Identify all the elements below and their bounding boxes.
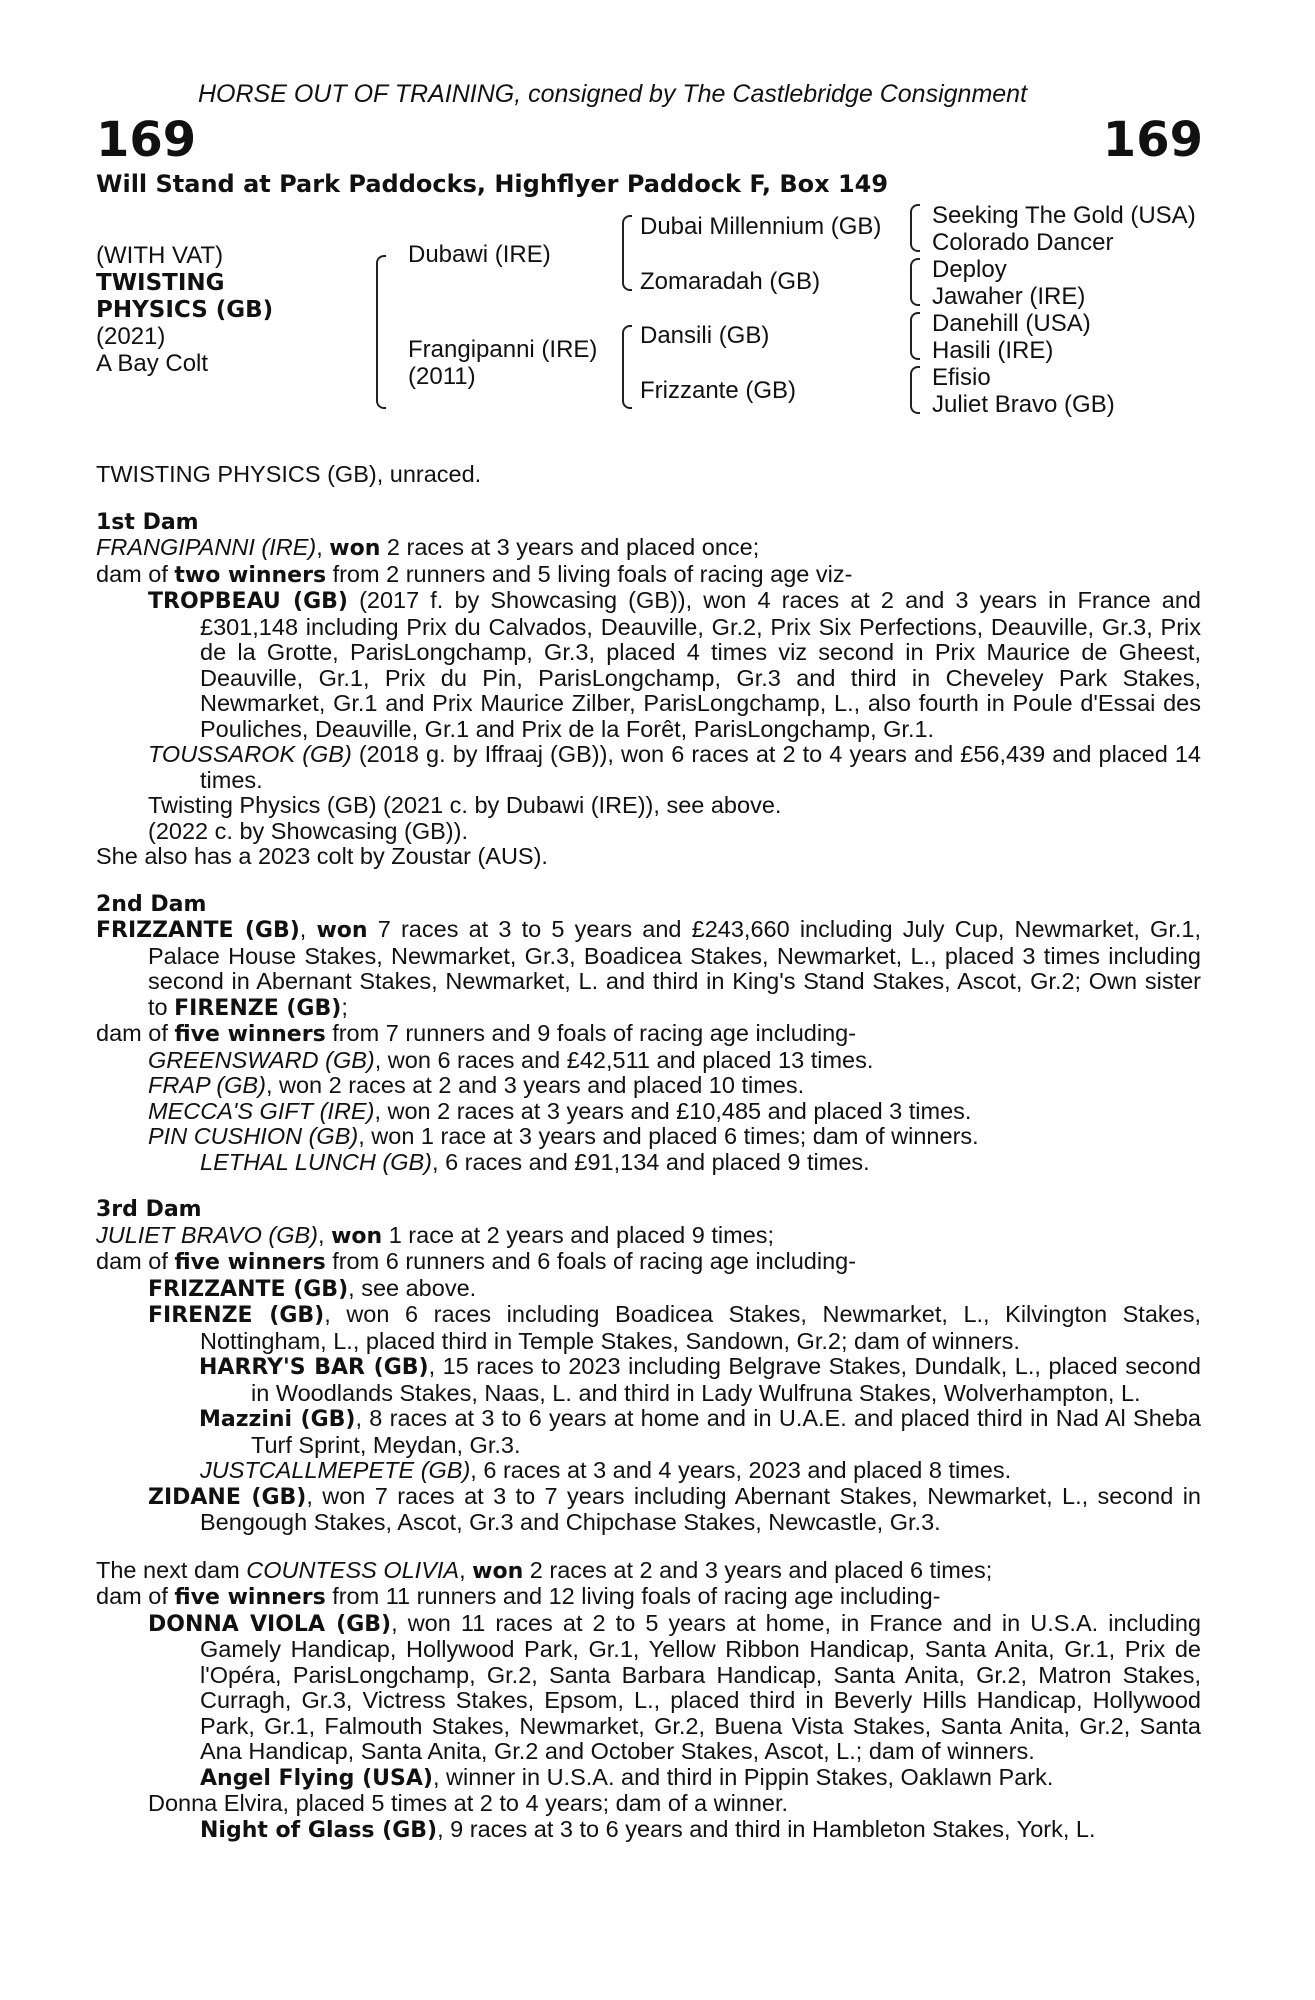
third-dam-produce: dam of five winners from 6 runners and 6 foals of racing age including- [96,1248,857,1275]
dsd: Hasili (IRE) [932,337,1054,364]
brace-sire [622,215,632,291]
sire: Dubawi (IRE) [408,241,551,268]
second-dam-produce: dam of five winners from 7 runners and 9 foals of racing age including- [96,1020,857,1047]
brace-ds [910,312,920,360]
horse-description: A Bay Colt [96,350,209,377]
second-dam-heading: 2nd Dam [96,891,207,917]
lot-number-right: 169 [1102,112,1203,168]
mazzini-entry: Mazzini (GB), 8 races at 3 to 6 years at home and in U.A.E. and placed third in Nad Al Sheba Turf Sprint, Meydan, Gr.3. [199,1405,1201,1458]
ssd: Colorado Dancer [932,229,1114,256]
horse-name-2: PHYSICS (GB) [96,297,274,323]
dds: Efisio [932,364,991,391]
donna-viola-entry: DONNA VIOLA (GB), won 11 races at 2 to 5 years at home, in France and in U.S.A. including Gamely Handicap, Hollywood Park, Gr.1, Yellow Ribbon Handicap, Santa Anita, Gr.1, Prix de l'Opéra, ParisLongchamp, Gr.2, Santa Barbara Handicap, Santa Anita, Gr.2, Matron Stakes, Curragh, Gr.3, Victress Stakes, Epsom, L., placed third in Beverly Hills Handicap, Hollywood Park, Gr.1, Falmouth Stakes, Newmarket, Gr.2, Buena Vista Stakes, Santa Anita, Gr.2, Santa Ana Handicap, Santa Anita, Gr.2 and October Stakes, Ascot, L.; dam of winners. [148,1609,1201,1764]
donna-elvira-entry: Donna Elvira, placed 5 times at 2 to 4 years; dam of a winner. [148,1790,789,1816]
lot-number-left: 169 [96,112,197,168]
angel-flying-entry: Angel Flying (USA), winner in U.S.A. and third in Pippin Stakes, Oaklawn Park. [200,1763,1054,1791]
sire-dam: Zomaradah (GB) [640,268,821,295]
next-dam-produce: dam of five winners from 11 runners and 12 living foals of racing age including- [96,1583,941,1610]
brace-main [376,255,386,409]
standing-location: Will Stand at Park Paddocks, Highflyer Paddock F, Box 149 [96,170,889,198]
first-dam-produce: dam of two winners from 2 runners and 5 living foals of racing age viz- [96,560,853,588]
zidane-entry: ZIDANE (GB), won 7 races at 3 to 7 years including Abernant Stakes, Newmarket, L., second in Bengough Stakes, Ascot, Gr.3 and Chipchase Stakes, Newcastle, Gr.3. [148,1482,1201,1535]
sdd: Jawaher (IRE) [932,283,1086,310]
dam: Frangipanni (IRE) [408,336,598,363]
sds: Deploy [932,256,1007,283]
meccas-gift-entry: MECCA'S GIFT (IRE), won 2 races at 3 years and £10,485 and placed 3 times. [148,1097,972,1124]
night-of-glass-entry: Night of Glass (GB), 9 races at 3 to 6 years and third in Hambleton Stakes, York, L. [200,1815,1096,1843]
catalogue-text [96,462,1201,1843]
first-dam-record: FRANGIPANNI (IRE), won 2 races at 3 years and placed once; [96,534,760,561]
summary: TWISTING PHYSICS (GB), unraced. [96,461,482,487]
firenze-entry: FIRENZE (GB), won 6 races including Boadicea Stakes, Newmarket, L., Kilvington Stakes, Nottingham, L., placed third in Temple Stakes, Sandown, Gr.2; dam of winners. [148,1301,1202,1354]
tropbeau-entry: TROPBEAU (GB) (2017 f. by Showcasing (GB)), won 4 races at 2 and 3 years in France and £301,148 including Prix du Calvados, Deauville, Gr.2, Prix Six Perfections, Deauville, Gr.3, Prix de la Grotte, ParisLongchamp, Gr.3, placed 4 times viz second in Prix Maurice de Gheest, Deauville, Gr.1, Prix du Pin, ParisLongchamp, Gr.3 and third in Cheveley Park Stakes, Newmarket, Gr.1 and Prix Maurice Zilber, ParisLongchamp, L., also fourth in Poule d'Essai des Pouliches, Deauville, Gr.1 and Prix de la Forêt, ParisLongchamp, Gr.1. [148,587,1201,742]
toussarok-entry: TOUSSAROK (GB) (2018 g. by Iffraaj (GB)), won 6 races at 2 to 4 years and £56,439 and placed 14 times. [148,741,1201,793]
dam-dam: Frizzante (GB) [640,377,797,404]
brace-dam [622,325,632,409]
next-dam-record: The next dam COUNTESS OLIVIA, won 2 races at 2 and 3 years and placed 6 times; [96,1556,993,1584]
sire-sire: Dubai Millennium (GB) [640,213,882,240]
frizzante-entry: FRIZZANTE (GB), see above. [148,1274,477,1302]
foal-2022: (2022 c. by Showcasing (GB)). [148,817,468,844]
lethal-lunch-entry: LETHAL LUNCH (GB), 6 races and £91,134 and placed 9 times. [200,1148,870,1175]
justcallmepete-entry: JUSTCALLMEPETE (GB), 6 races at 3 and 4 years, 2023 and placed 8 times. [200,1457,1012,1483]
first-dam-heading: 1st Dam [96,509,199,535]
horse-name-1: TWISTING [96,270,225,296]
third-dam-heading: 3rd Dam [96,1197,202,1222]
brace-ss [910,204,920,252]
dam-sire: Dansili (GB) [640,322,770,349]
dss: Danehill (USA) [932,310,1091,337]
harrys-bar-entry: HARRY'S BAR (GB), 15 races to 2023 including Belgrave Stakes, Dundalk, L., placed second in Woodlands Stakes, Naas, L. and third in Lady Wulfruna Stakes, Wolverhampton, L. [199,1353,1201,1406]
brace-dd [910,366,920,414]
dam-year: (2011) [408,363,476,390]
ddd: Juliet Bravo (GB) [932,391,1115,418]
greensward-entry: GREENSWARD (GB), won 6 races and £42,511 and placed 13 times. [148,1046,874,1073]
sss: Seeking The Gold (USA) [932,202,1196,229]
second-dam-record: FRIZZANTE (GB), won 7 races at 3 to 5 years and £243,660 including July Cup, Newmarket, Gr.1, Palace House Stakes, Newmarket, Gr.3, Boadicea Stakes, Newmarket, L., placed 3 times including second in Abernant Stakes, Newmarket, L. and third in King's Stand Stakes, Ascot, Gr.2; Own sister to FIRENZE (GB); [96,916,1201,1021]
third-dam-record: JULIET BRAVO (GB), won 1 race at 2 years and placed 9 times; [96,1221,775,1249]
vat-note: (WITH VAT) [96,242,224,269]
brace-sd [910,258,920,306]
twisting-entry: Twisting Physics (GB) (2021 c. by Dubawi (IRE)), see above. [148,792,782,818]
also-has: She also has a 2023 colt by Zoustar (AUS). [96,843,548,869]
pin-cushion-entry: PIN CUSHION (GB), won 1 race at 3 years and placed 6 times; dam of winners. [148,1123,979,1149]
consignor-line: HORSE OUT OF TRAINING, consigned by The Castlebridge Consignment [198,80,1028,108]
horse-year: (2021) [96,323,166,350]
frap-entry: FRAP (GB), won 2 races at 2 and 3 years and placed 10 times. [148,1072,805,1098]
